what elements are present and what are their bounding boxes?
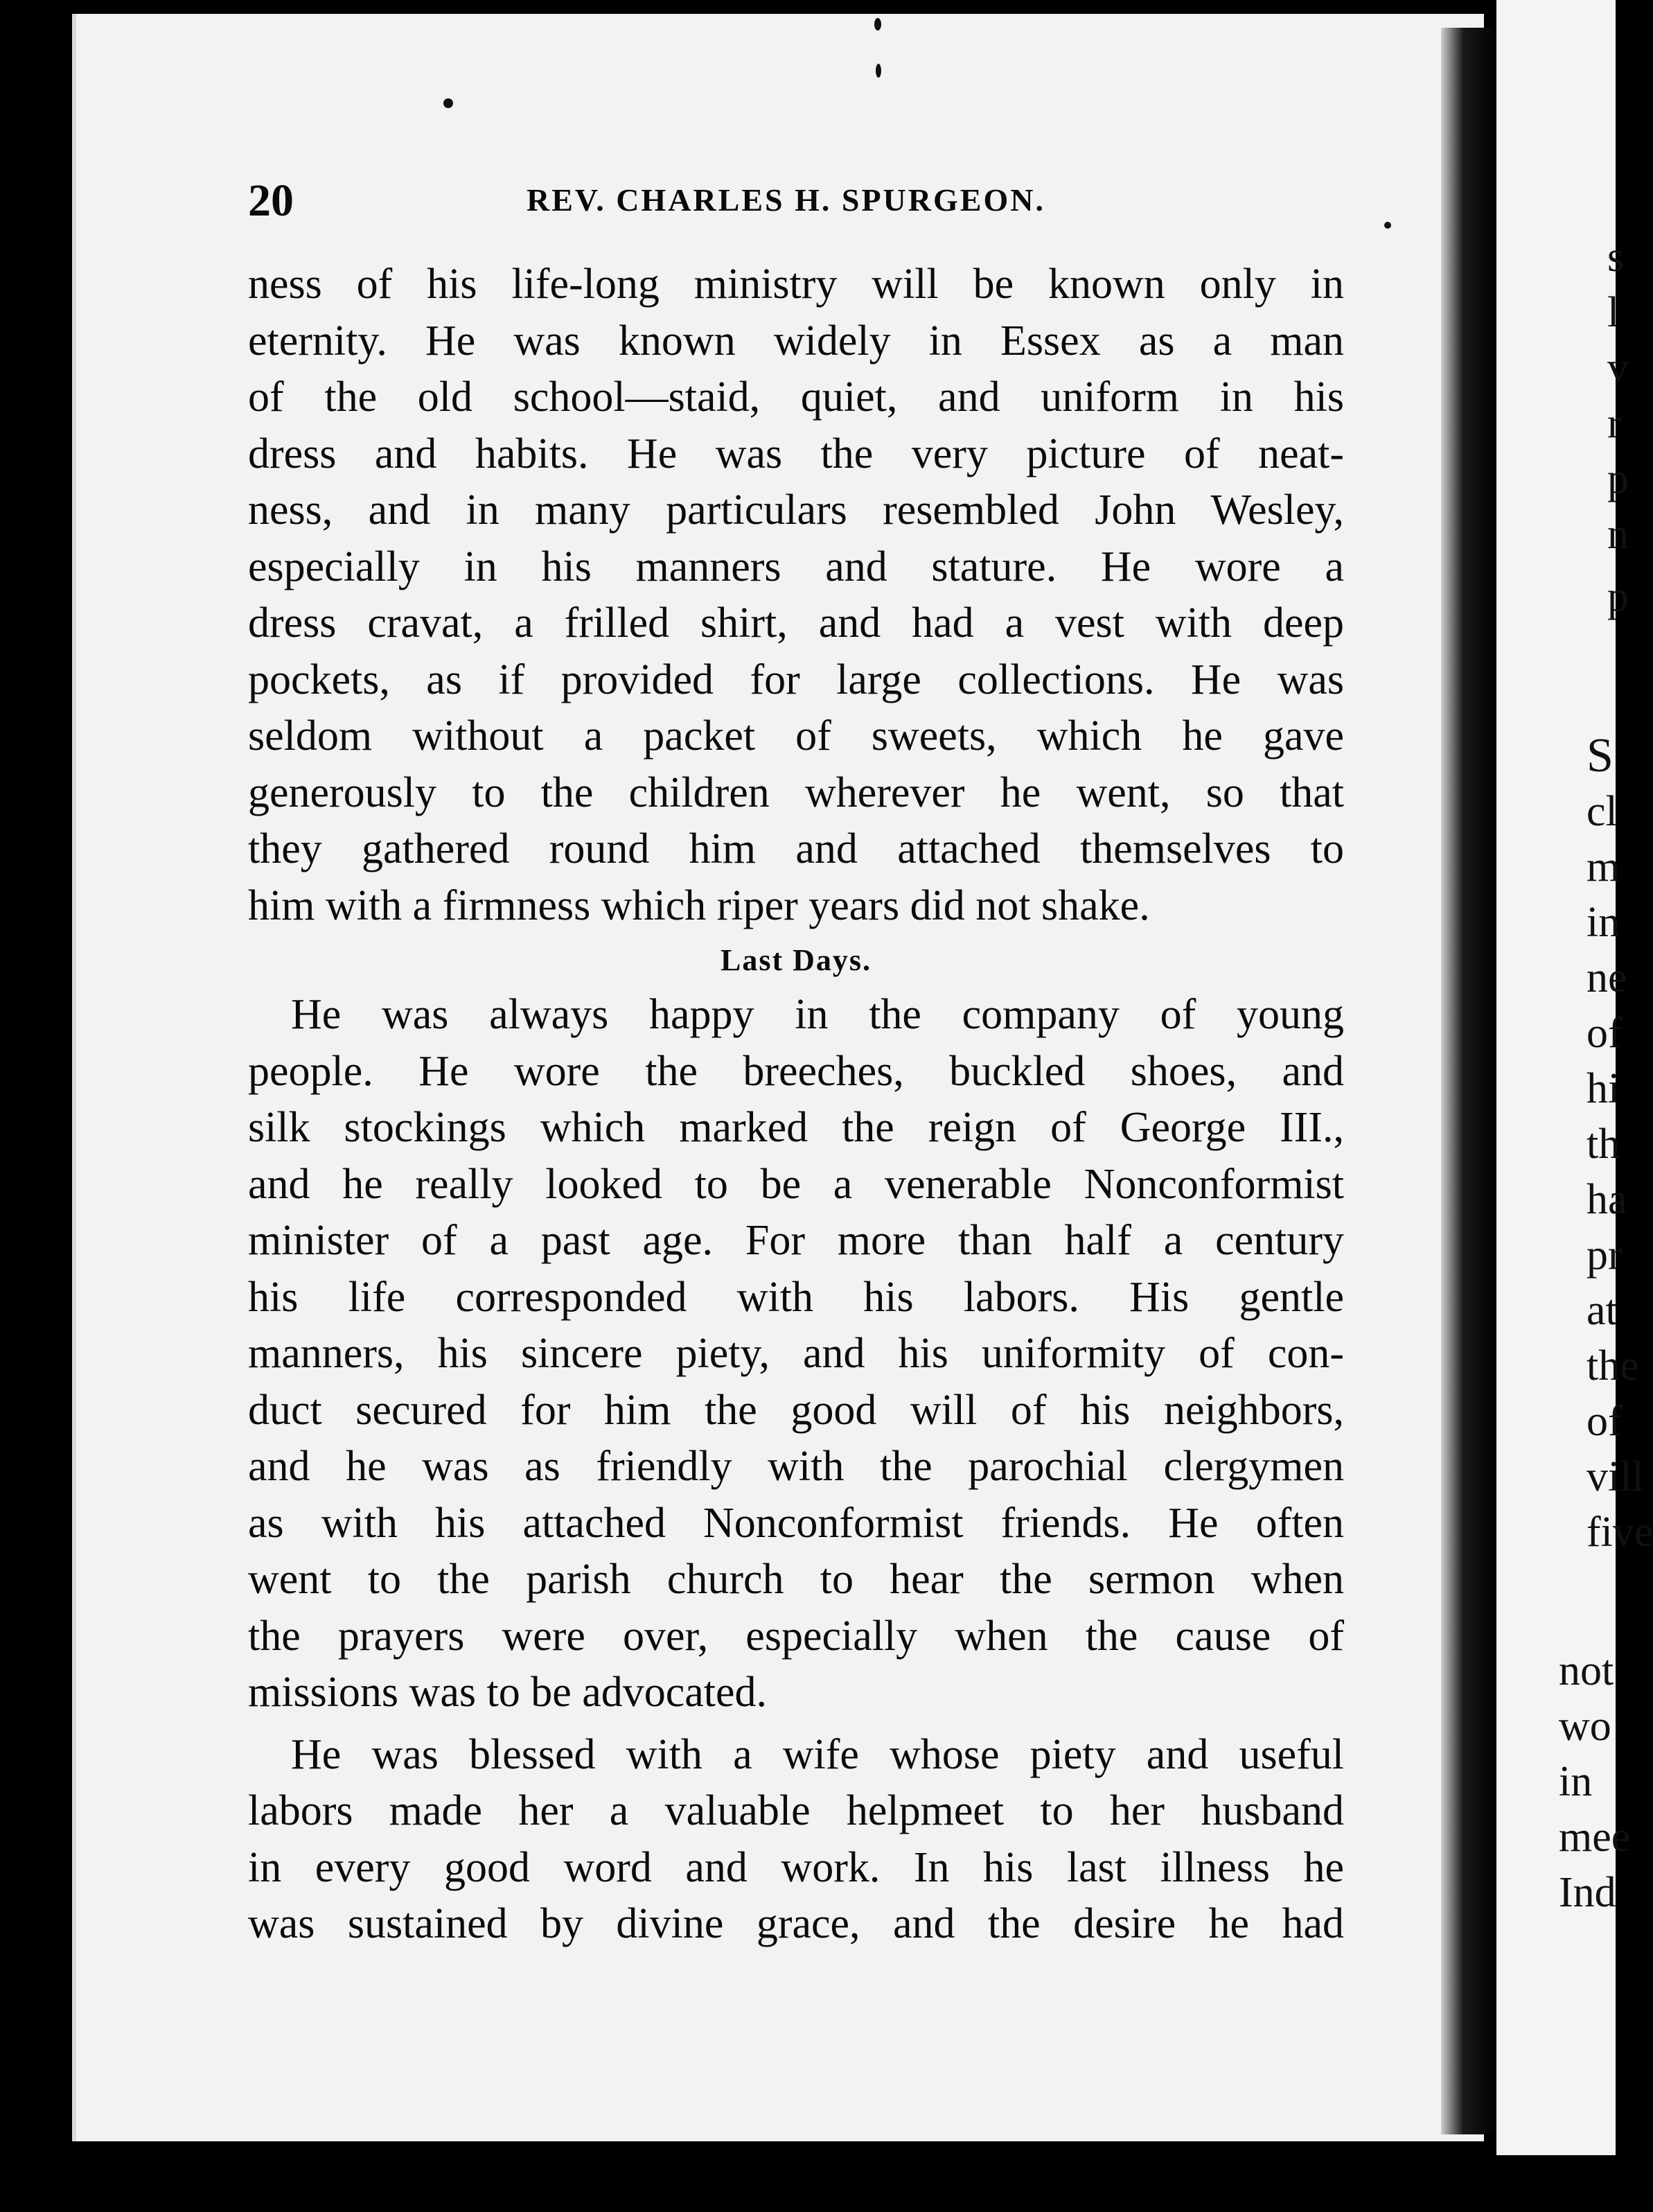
facing-page-text: p [1607, 573, 1629, 620]
facing-page-text: Ind [1559, 1869, 1616, 1916]
text-line: and he really looked to be a venerable Nonconformist [248, 1160, 1344, 1208]
text-line: people. He wore the breeches, buckled shoes, and [248, 1047, 1344, 1095]
facing-page-text: pr [1586, 1231, 1623, 1279]
text-line: eternity. He was known widely in Essex as a man [248, 317, 1344, 365]
paragraph-2 [248, 987, 1344, 1721]
text-line: pockets, as if provided for large collections. He was [248, 656, 1344, 703]
scan-speck [876, 64, 881, 78]
scan-speck [1384, 222, 1391, 229]
text-line: his life corresponded with his labors. His gentle [248, 1273, 1344, 1321]
scan-speck [874, 18, 881, 30]
text-line: labors made her a valuable helpmeet to her husband [248, 1787, 1344, 1834]
facing-page-text: the [1586, 1342, 1639, 1389]
facing-page-text: v [1607, 344, 1629, 392]
facing-page-text: in [1586, 899, 1620, 946]
text-line: He was always happy in the company of young [291, 991, 1344, 1038]
text-line: as with his attached Nonconformist friends. He often [248, 1499, 1344, 1547]
page-gutter-shadow [1441, 28, 1496, 2134]
text-line: minister of a past age. For more than half a century [248, 1217, 1344, 1264]
text-line: was sustained by divine grace, and the desire he had [248, 1900, 1344, 1947]
facing-page-text: of [1586, 1398, 1623, 1445]
facing-page-edge [1496, 0, 1653, 2155]
body-text [248, 256, 1344, 1953]
text-line: missions was to be advocated. [248, 1669, 768, 1716]
facing-page-text: mee [1559, 1814, 1631, 1861]
scan-speck [443, 98, 453, 108]
facing-page-text: m [1586, 843, 1620, 890]
text-line: seldom without a packet of sweets, which he gave [248, 712, 1344, 760]
page-number: 20 [248, 175, 294, 226]
paragraph-1 [248, 256, 1344, 934]
text-line: especially in his manners and stature. He wore a [248, 543, 1344, 590]
text-line: they gathered round him and attached themselves to [248, 825, 1344, 872]
facing-page-text: l [1607, 289, 1620, 336]
paragraph-3 [248, 1727, 1344, 1953]
facing-page-text: wo [1559, 1703, 1611, 1750]
text-line: He was blessed with a wife whose piety and useful [291, 1730, 1344, 1778]
facing-page-text: r [1607, 400, 1622, 447]
text-line: ness, and in many particulars resembled John Wesley, [248, 486, 1344, 534]
text-line: dress cravat, a frilled shirt, and had a vest with deep [248, 599, 1344, 647]
text-line: went to the parish church to hear the sermon when [248, 1556, 1344, 1603]
text-line: manners, his sincere piety, and his uniformity of con- [248, 1330, 1344, 1377]
facing-page-text: s [1607, 234, 1625, 281]
section-heading: Last Days. [720, 943, 872, 977]
text-line: and he was as friendly with the parochial clergymen [248, 1443, 1344, 1490]
page-header [172, 175, 1350, 230]
facing-page-text: n [1607, 511, 1629, 558]
text-line: silk stockings which marked the reign of George III., [248, 1104, 1344, 1151]
text-line: ness of his life-long ministry will be known only in [248, 261, 1344, 308]
facing-page-text: vill [1586, 1453, 1644, 1500]
facing-page-text: of [1586, 1010, 1623, 1057]
facing-page-text: th [1586, 1121, 1620, 1168]
facing-page-text: ne [1586, 954, 1627, 1001]
facing-page-text: cl [1586, 788, 1618, 835]
text-line: in every good word and work. In his last illness he [248, 1843, 1344, 1891]
facing-page-text: hi [1586, 1065, 1620, 1112]
text-line: him with a firmness which riper years did not shake. [248, 881, 1150, 929]
facing-page-text: five [1586, 1509, 1653, 1556]
facing-page-text: in [1559, 1758, 1593, 1805]
running-head: REV. CHARLES H. SPURGEON. [527, 182, 1045, 218]
text-line: generously to the children wherever he went, so that [248, 769, 1344, 816]
facing-page-text: ha [1586, 1176, 1627, 1223]
facing-page-text: not [1559, 1647, 1614, 1694]
text-line: of the old school—staid, quiet, and uniform in his [248, 374, 1344, 421]
facing-page-text: p [1607, 455, 1629, 502]
facing-page-text: at [1586, 1287, 1618, 1334]
text-line: duct secured for him the good will of his neighbors, [248, 1386, 1344, 1434]
text-line: dress and habits. He was the very picture of neat- [248, 430, 1344, 477]
text-line: the prayers were over, especially when the cause of [248, 1612, 1344, 1660]
facing-page-text: S [1586, 729, 1614, 782]
